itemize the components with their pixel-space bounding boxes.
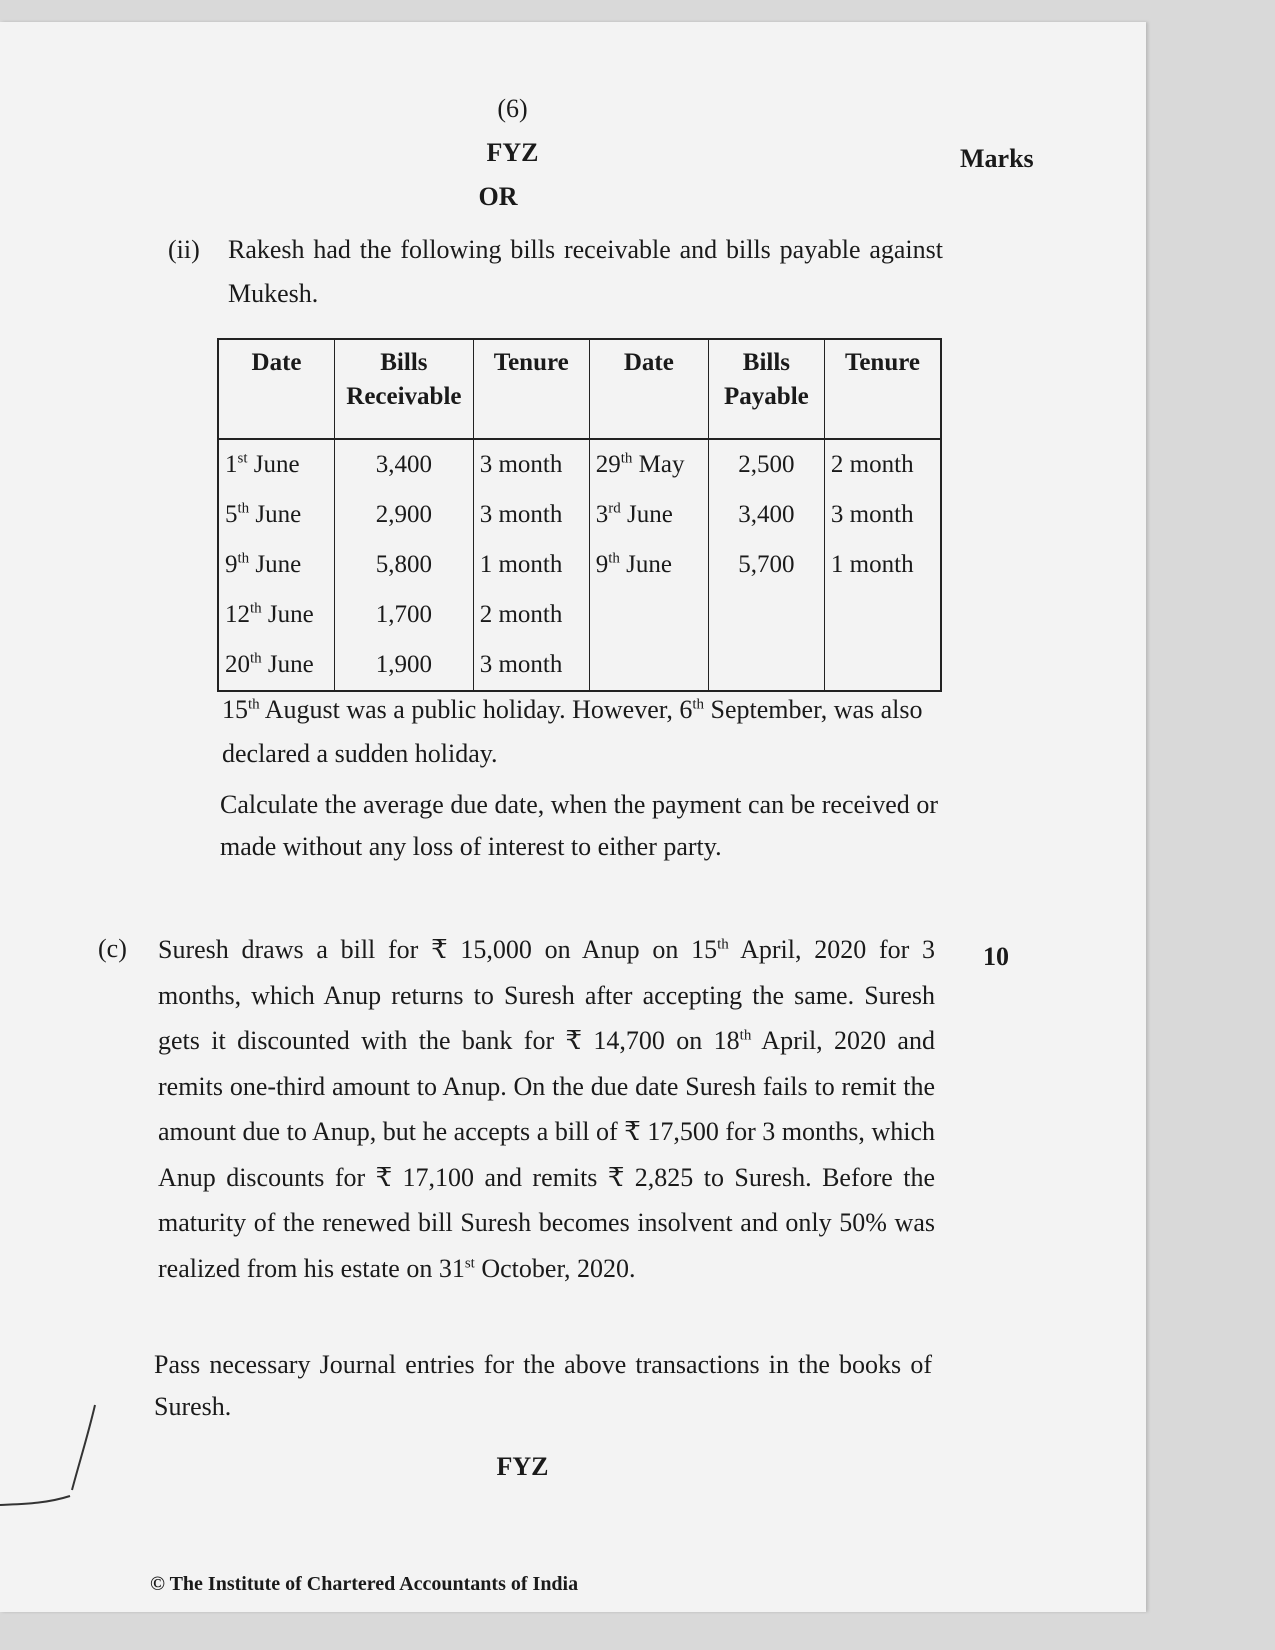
amount-cell: 5,700: [708, 540, 824, 590]
tenure-cell: 2 month: [824, 439, 941, 490]
date-cell: 3rd June: [589, 490, 708, 540]
note-sup-2: th: [692, 696, 705, 713]
footer-code: FYZ: [496, 1452, 549, 1481]
amount-cell: 2,500: [708, 439, 824, 490]
marks-heading: Marks: [960, 144, 1034, 173]
tenure-cell: 2 month: [473, 590, 589, 640]
note-day-1: 15: [222, 695, 248, 724]
date-cell: 9th June: [218, 540, 335, 590]
amount-cell: 3,400: [708, 490, 824, 540]
note-sup-1: th: [248, 696, 260, 713]
tenure-cell: 1 month: [824, 540, 941, 590]
table-row: [218, 640, 941, 691]
pen-mark-icon: [0, 1400, 110, 1510]
question-c-label: (c): [98, 934, 127, 963]
amount-cell: 2,900: [335, 490, 474, 540]
date-cell: [589, 590, 708, 640]
table-row: [218, 490, 941, 540]
para-part-3: April, 2020 and remits one-third amount to Anup. On the due date Suresh fails to remit the amount due to Anup, but he accepts a bill of ₹ 17,500 for 3 months, which Anup discounts for ₹ 17,100 and remits ₹ 2,825 to Suresh. Before the maturity of the renewed bill Suresh becomes insolvent and only 50% was realized from his estate on 31: [158, 1026, 935, 1283]
col-header-date-2: Date: [589, 339, 708, 439]
para-sup-3: st: [464, 1254, 475, 1271]
tenure-cell: 3 month: [473, 640, 589, 691]
amount-cell: 1,900: [335, 640, 474, 691]
amount-cell: 1,700: [335, 590, 474, 640]
date-cell: 20th June: [218, 640, 335, 691]
tenure-cell: 3 month: [824, 490, 941, 540]
para-part-2: April, 2020 for 3 months, which Anup returns to Suresh after accepting the same. Suresh gets it discounted with the bank for ₹ 14,700 on 18: [158, 935, 935, 1055]
question-c-task: Pass necessary Journal entries for the above transactions in the books of Suresh.: [154, 1350, 932, 1421]
tenure-cell: [824, 590, 941, 640]
date-cell: 5th June: [218, 490, 335, 540]
date-cell: 9th June: [589, 540, 708, 590]
bills-table-header: [218, 339, 941, 439]
bills-table: [217, 338, 942, 692]
para-sup-2: th: [739, 1027, 752, 1044]
tenure-cell: [824, 640, 941, 691]
col-header-bills-payable: Bills Payable: [708, 339, 824, 439]
date-cell: 1st June: [218, 439, 335, 490]
amount-cell: 3,400: [335, 439, 474, 490]
table-row: [218, 439, 941, 490]
or-label: OR: [478, 182, 518, 211]
amount-cell: [708, 640, 824, 691]
col-header-date: Date: [218, 339, 335, 439]
copyright: © The Institute of Chartered Accountants of India: [150, 1573, 579, 1595]
question-ii-task: Calculate the average due date, when the payment can be received or made without any loss of interest to either party.: [220, 790, 938, 861]
page-number: (6): [497, 94, 528, 123]
amount-cell: [708, 590, 824, 640]
col-header-tenure: Tenure: [473, 339, 589, 439]
para-sup-1: th: [717, 936, 729, 953]
date-cell: [589, 640, 708, 691]
table-row: [218, 590, 941, 640]
date-cell: 29th May: [589, 439, 708, 490]
note-text-2: September, was also declared a sudden holiday.: [222, 695, 923, 768]
question-c-paragraph: [158, 927, 935, 1291]
question-ii-label: (ii): [168, 235, 200, 264]
question-c-marks: 10: [983, 942, 1009, 971]
table-row: [218, 540, 941, 590]
para-part-4: October, 2020.: [474, 1253, 636, 1283]
col-header-bills-receivable: Bills Receivable: [335, 339, 474, 439]
amount-cell: 5,800: [335, 540, 474, 590]
note-text-1: August was a public holiday. However, 6: [259, 695, 693, 724]
tenure-cell: 1 month: [473, 540, 589, 590]
col-header-tenure-2: Tenure: [824, 339, 941, 439]
tenure-cell: 3 month: [473, 439, 589, 490]
para-part-1: Suresh draws a bill for ₹ 15,000 on Anup on 15: [158, 935, 718, 964]
holiday-note: [222, 688, 940, 776]
tenure-cell: 3 month: [473, 490, 589, 540]
question-ii-intro: Rakesh had the following bills receivable and bills payable against Mukesh.: [228, 235, 943, 308]
date-cell: 12th June: [218, 590, 335, 640]
header-code: FYZ: [486, 138, 539, 167]
